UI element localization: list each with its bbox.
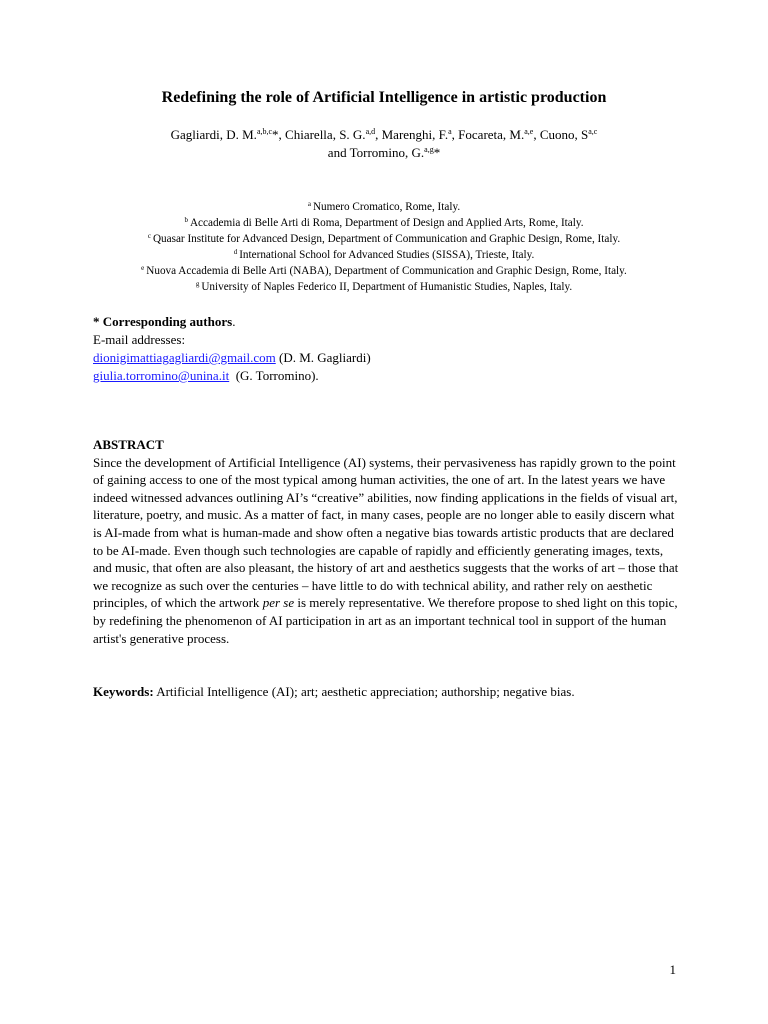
affiliation-item [0,247,768,263]
author-line-1 [0,126,768,144]
affiliation-mark: c [147,232,151,240]
affiliation-mark: a [307,200,311,208]
email-line [93,349,683,367]
email-owner: (D. M. Gagliardi) [275,350,371,365]
corresponding-heading-line [93,313,683,331]
corresponding-block [93,313,683,385]
abstract-text: is merely representative. We therefore propose to shed light on this topic, by redefining the phenomenon of AI participation in art as an important technical tool in support of the human artist's generative process. [93,595,678,646]
abstract-heading: ABSTRACT [93,437,164,452]
affiliation-item [0,279,768,295]
affiliation-mark: g [195,280,200,288]
affiliation-mark: d [233,248,238,256]
author-list [0,126,768,162]
abstract-text: Since the development of Artificial Intelligence (AI) systems, their pervasiveness has rapidly grown to the point of gaining access to one of the most typical among human activities, the one of art. In the latest years we have indeed witnessed advances outlining AI’s “creative” abilities, now finding applications in the fields of visual art, literature, poetry, and music. As a matter of fact, in many cases, people are no longer able to easily discern what is AI-made from what is human-made and show often a negative bias towards artistic products that are declared to be AI-made. Even though such technologies are capable of rapidly and efficiently generating images, texts, and music, that often are also pleasant, the history of art and aesthetics suggests that the works of art – those that we recognize as such over the centuries – have little to do with technical ability, and rather rely on aesthetic principles, of which the artwork [93,454,679,611]
email-link[interactable]: giulia.torromino@unina.it [93,368,230,383]
author-sep: * [433,145,441,160]
email-link[interactable]: dionigimattiagagliardi@gmail.com [93,350,276,365]
keywords-text: Artificial Intelligence (AI); art; aesthetic appreciation; authorship; negative bias. [153,684,575,699]
author-affil-marks: a,b,c [256,127,273,136]
page-number: 1 [669,962,676,977]
affiliation-item [0,263,768,279]
affiliation-list [0,199,768,295]
author-affil-marks: a [448,127,452,136]
email-line [93,367,683,385]
affiliation-item [0,199,768,215]
author-name: Marenghi, F. [381,127,449,142]
abstract-section [93,436,681,647]
corresponding-heading: * Corresponding authors [93,314,233,329]
email-label: E-mail addresses: [93,332,186,347]
affiliation-text: Accademia di Belle Arti di Roma, Department of Design and Applied Arts, Rome, Italy. [189,217,584,229]
author-name: Focareta, M. [458,127,525,142]
affiliation-mark: b [184,216,188,224]
author-name: Cuono, S [539,127,589,142]
affiliation-text: International School for Advanced Studies (SISSA), Trieste, Italy. [239,249,535,261]
author-line-2 [0,144,768,162]
email-owner: (G. Torromino). [229,368,319,383]
author-affil-marks: a,c [588,127,598,136]
keywords-label: Keywords: [93,684,154,699]
affiliation-text: Nuova Accademia di Belle Arti (NABA), Department of Communication and Graphic Design, Rome, Italy. [146,265,627,277]
author-sep: , [375,127,382,142]
affiliation-mark: e [141,264,145,272]
keywords-line [93,683,681,701]
author-sep: *, [272,127,286,142]
author-affil-marks: a,e [524,127,534,136]
author-affil-marks: a,d [365,127,376,136]
affiliation-item [0,231,768,247]
author-name: Chiarella, S. G. [285,127,366,142]
abstract-body [93,454,681,648]
paper-title: Redefining the role of Artificial Intelligence in artistic production [161,89,607,106]
author-affil-marks: a,g [424,145,434,154]
abstract-italic: per se [262,595,295,611]
author-sep: , [533,127,540,142]
affiliation-item [0,215,768,231]
author-sep: , [451,127,459,142]
affiliation-text: University of Naples Federico II, Department of Humanistic Studies, Naples, Italy. [201,281,573,293]
corresponding-heading-period: . [232,314,236,329]
affiliation-text: Numero Cromatico, Rome, Italy. [312,201,461,213]
author-name: and Torromino, G. [327,145,425,160]
author-name: Gagliardi, D. M. [170,127,257,142]
affiliation-text: Quasar Institute for Advanced Design, Department of Communication and Graphic Design, Rome, Italy. [152,233,621,245]
